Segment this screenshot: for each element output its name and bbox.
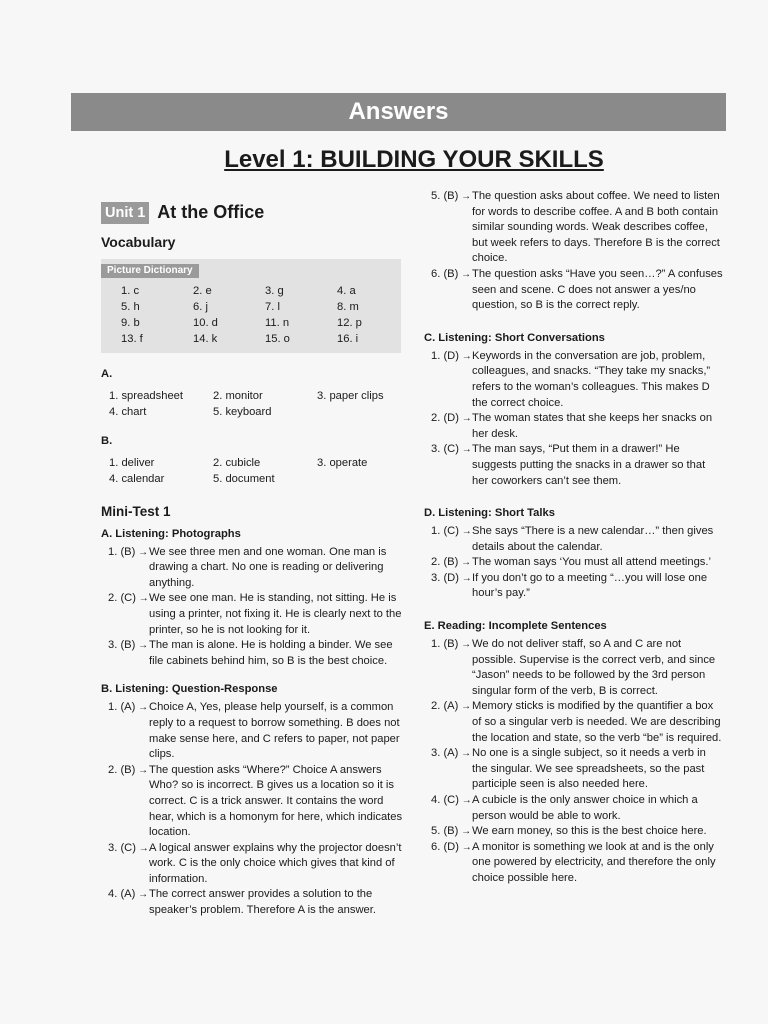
- arrow-icon: →: [458, 526, 472, 538]
- arrow-icon: →: [458, 268, 472, 280]
- answer-explanation: Keywords in the conversation are job, problem, colleagues, and snacks. “They take my snacks,” refers to the woman’s colleagues. This makes D the correct choice.: [472, 349, 711, 409]
- answer-explanation: We see three men and one woman. One man is drawing a chart. No one is reading or delivering anything.: [149, 545, 387, 589]
- answer-item: [101, 591, 409, 638]
- unit-badge: Unit 1: [101, 202, 149, 224]
- answer-key: 2. (B): [108, 763, 136, 776]
- answer-key: 4. (C): [431, 794, 459, 806]
- picture-dictionary-answer: 9. b: [121, 316, 140, 329]
- vocab-answer: 4. calendar: [109, 472, 165, 485]
- answers-banner: Answers: [71, 93, 726, 131]
- answer-explanation: We earn money, so this is the best choice here.: [472, 825, 707, 838]
- vocab-answer: 5. document: [213, 472, 275, 485]
- arrow-icon: →: [135, 702, 149, 714]
- answer-number: [424, 524, 472, 555]
- question-response-title: B. Listening: Question-Response: [101, 683, 278, 696]
- photographs-title: A. Listening: Photographs: [101, 527, 241, 540]
- answer-item: [101, 545, 409, 592]
- answer-item: [424, 442, 724, 489]
- answer-number: [424, 267, 472, 314]
- vocab-answer: 2. cubicle: [213, 456, 261, 469]
- answer-item: [424, 637, 724, 699]
- answer-explanation: A monitor is something we look at and is the only one powered by electricity, and therefore the only choice possible here.: [472, 840, 716, 884]
- answer-key: 1. (C): [431, 525, 459, 538]
- arrow-icon: →: [458, 826, 472, 838]
- picture-dictionary-answer: 7. l: [265, 300, 280, 313]
- picture-dictionary-answer: 11. n: [265, 316, 290, 329]
- answer-key: 1. (D): [431, 349, 459, 362]
- picture-dictionary-answer: 4. a: [337, 284, 356, 297]
- arrow-icon: →: [458, 191, 472, 202]
- answer-explanation: We do not deliver staff, so A and C are not possible. Supervise is the correct verb, and since “Jason” needs to be followed by the 3rd person singular form of the verb, B is correct.: [472, 638, 716, 697]
- answer-key: 3. (C): [108, 841, 136, 854]
- arrow-icon: →: [458, 444, 472, 456]
- vocab-answer: 3. paper clips: [317, 389, 384, 402]
- answer-number: [424, 793, 472, 824]
- answer-key: 3. (B): [108, 639, 136, 652]
- picture-dictionary-answer: 12. p: [337, 316, 362, 329]
- picture-dictionary-answer: 15. o: [265, 332, 290, 345]
- arrow-icon: →: [458, 841, 472, 853]
- picture-dictionary-answer: 6. j: [193, 300, 208, 313]
- answer-item: [101, 700, 409, 762]
- answer-explanation: The question asks “Where?” Choice A answers Who? so is incorrect. B gives us a location so it is correct. C is a trick answer. It contains the word hear, which is a homonym for here, which indicates location.: [149, 763, 403, 839]
- left-column: [101, 200, 409, 919]
- question-response-list: [101, 700, 409, 918]
- answer-item: [424, 793, 724, 824]
- answer-key: 5. (B): [431, 825, 459, 838]
- answer-number: [101, 887, 149, 918]
- picture-dictionary-answer: 16. i: [337, 332, 359, 345]
- answer-number: [424, 699, 472, 746]
- answer-number: [101, 638, 149, 669]
- answer-explanation: The woman states that she keeps her snacks on her desk.: [472, 412, 713, 440]
- answer-item: [101, 763, 409, 841]
- answer-item: [424, 524, 724, 555]
- picture-dictionary-answer: 13. f: [121, 332, 143, 345]
- answer-explanation: Choice A, Yes, please help yourself, is a common reply to a request to borrow something. B does not make sense here, and C refers to paper, not paper clips.: [149, 701, 400, 761]
- answer-number: [424, 824, 472, 840]
- vocabulary-title: Vocabulary: [101, 234, 176, 250]
- short-talks-list: [424, 524, 724, 602]
- answer-key: 1. (B): [108, 545, 136, 558]
- mini-test-title: Mini-Test 1: [101, 503, 171, 519]
- answer-explanation: The man is alone. He is holding a binder. We see file cabinets behind him, so B is the best choice.: [149, 639, 393, 667]
- picture-dictionary-answer: 2. e: [193, 284, 212, 297]
- answer-item: [101, 887, 409, 918]
- answer-key: 5. (B): [431, 190, 459, 202]
- answer-item: [424, 349, 724, 411]
- answer-number: [101, 591, 149, 638]
- vocab-answer: 4. chart: [109, 405, 147, 418]
- picture-dictionary-grid: [101, 283, 401, 347]
- question-response-list-continued: [424, 189, 724, 314]
- picture-dictionary-answer: 3. g: [265, 284, 284, 297]
- answer-key: 6. (D): [431, 840, 459, 853]
- picture-dictionary-answer: 14. k: [193, 332, 218, 345]
- unit-title: At the Office: [157, 202, 265, 223]
- arrow-icon: →: [458, 639, 472, 651]
- answer-number: [101, 763, 149, 841]
- arrow-icon: →: [458, 701, 472, 713]
- answer-key: 3. (C): [431, 443, 459, 456]
- arrow-icon: →: [135, 842, 149, 854]
- answer-item: [424, 571, 724, 602]
- answer-item: [101, 638, 409, 669]
- answer-explanation: The question asks about coffee. We need to listen for words to describe coffee. A and B both contain similar sounding words. Weak describes coffee, but week refers to days. Therefore B is the correct choice.: [472, 190, 720, 265]
- vocab-section-a-label: A.: [101, 367, 113, 380]
- incomplete-sentences-list: [424, 637, 724, 887]
- arrow-icon: →: [135, 546, 149, 558]
- answer-item: [424, 746, 724, 793]
- picture-dictionary-label: Picture Dictionary: [101, 264, 199, 278]
- incomplete-sentences-title: E. Reading: Incomplete Sentences: [424, 620, 607, 633]
- answer-item: [424, 699, 724, 746]
- answer-key: 2. (B): [431, 556, 459, 569]
- picture-dictionary-answer: 1. c: [121, 284, 140, 297]
- answer-key: 2. (D): [431, 412, 459, 425]
- arrow-icon: →: [135, 593, 149, 605]
- answer-item: [424, 840, 724, 887]
- answer-explanation: The woman says ‘You must all attend meetings.’: [472, 556, 711, 569]
- answer-explanation: A cubicle is the only answer choice in which a person would be able to work.: [472, 794, 698, 822]
- arrow-icon: →: [458, 572, 472, 584]
- vocab-section-b-label: B.: [101, 434, 113, 447]
- answer-number: [101, 841, 149, 888]
- answer-item: [424, 267, 724, 314]
- unit-header: [101, 200, 409, 226]
- answer-explanation: If you don’t go to a meeting “…you will lose one hour’s pay.”: [472, 571, 708, 600]
- answer-number: [424, 555, 472, 571]
- answer-key: 1. (B): [431, 638, 459, 651]
- answer-number: [424, 746, 472, 793]
- answer-item: [101, 841, 409, 888]
- photographs-list: [101, 545, 409, 670]
- arrow-icon: →: [135, 640, 149, 652]
- vocab-answer: 1. spreadsheet: [109, 389, 184, 402]
- answer-key: 2. (A): [431, 700, 459, 713]
- vocab-section-b-grid: [101, 455, 409, 487]
- short-conversations-title: C. Listening: Short Conversations: [424, 331, 605, 344]
- answer-key: 3. (A): [431, 747, 459, 760]
- answer-number: [424, 571, 472, 602]
- picture-dictionary-box: [101, 259, 401, 353]
- answer-explanation: The man says, “Put them in a drawer!” He suggests putting the snacks in a drawer so that her coworkers can’t see them.: [472, 443, 706, 487]
- answer-number: [424, 411, 472, 442]
- picture-dictionary-answer: 10. d: [193, 316, 218, 329]
- arrow-icon: →: [458, 557, 472, 569]
- answer-explanation: A logical answer explains why the projector doesn’t work. C is the only choice which gives that kind of information.: [149, 841, 402, 885]
- answer-item: [424, 411, 724, 442]
- answer-item: [424, 189, 724, 267]
- answer-explanation: No one is a single subject, so it needs a verb in the singular. We see spreadsheets, so the past participle seen is also needed here.: [472, 747, 706, 791]
- level-title: Level 1: BUILDING YOUR SKILLS: [224, 146, 604, 173]
- answer-key: 2. (C): [108, 592, 136, 605]
- right-column: [424, 189, 724, 887]
- answer-number: [101, 545, 149, 592]
- answer-number: [424, 442, 472, 489]
- vocab-answer: 3. operate: [317, 456, 368, 469]
- answer-explanation: She says “There is a new calendar…” then gives details about the calendar.: [472, 525, 714, 553]
- vocab-answer: 1. deliver: [109, 456, 155, 469]
- answer-key: 4. (A): [108, 888, 136, 901]
- arrow-icon: →: [458, 413, 472, 425]
- answer-number: [424, 637, 472, 699]
- answer-item: [424, 555, 724, 571]
- short-conversations-list: [424, 349, 724, 489]
- answer-key: 3. (D): [431, 571, 459, 584]
- vocab-answer: 5. keyboard: [213, 405, 272, 418]
- arrow-icon: →: [458, 795, 472, 806]
- arrow-icon: →: [135, 764, 149, 776]
- arrow-icon: →: [458, 748, 472, 760]
- answer-key: 1. (A): [108, 701, 136, 714]
- answer-number: [424, 840, 472, 887]
- answer-explanation: We see one man. He is standing, not sitting. He is using a printer, not fixing it. He is clearly next to the printer, so he is not looking for it.: [149, 592, 402, 636]
- answer-explanation: The question asks “Have you seen…?” A confuses seen and scene. C does not answer a yes/no question, so B is the correct reply.: [472, 267, 723, 312]
- arrow-icon: →: [458, 350, 472, 362]
- vocab-answer: 2. monitor: [213, 389, 263, 402]
- answer-number: [101, 700, 149, 762]
- short-talks-title: D. Listening: Short Talks: [424, 507, 555, 520]
- answer-number: [424, 189, 472, 267]
- picture-dictionary-answer: 5. h: [121, 300, 140, 313]
- answer-number: [424, 349, 472, 411]
- answer-item: [424, 824, 724, 840]
- answer-explanation: The correct answer provides a solution to the speaker’s problem. Therefore A is the answer.: [149, 888, 376, 917]
- picture-dictionary-answer: 8. m: [337, 300, 359, 313]
- vocab-section-a-grid: [101, 388, 409, 420]
- arrow-icon: →: [135, 889, 149, 901]
- answer-key: 6. (B): [431, 267, 459, 280]
- answer-explanation: Memory sticks is modified by the quantifier a box of so a singular verb is needed. We are describing the location and state, so the verb “be” is required.: [472, 700, 722, 744]
